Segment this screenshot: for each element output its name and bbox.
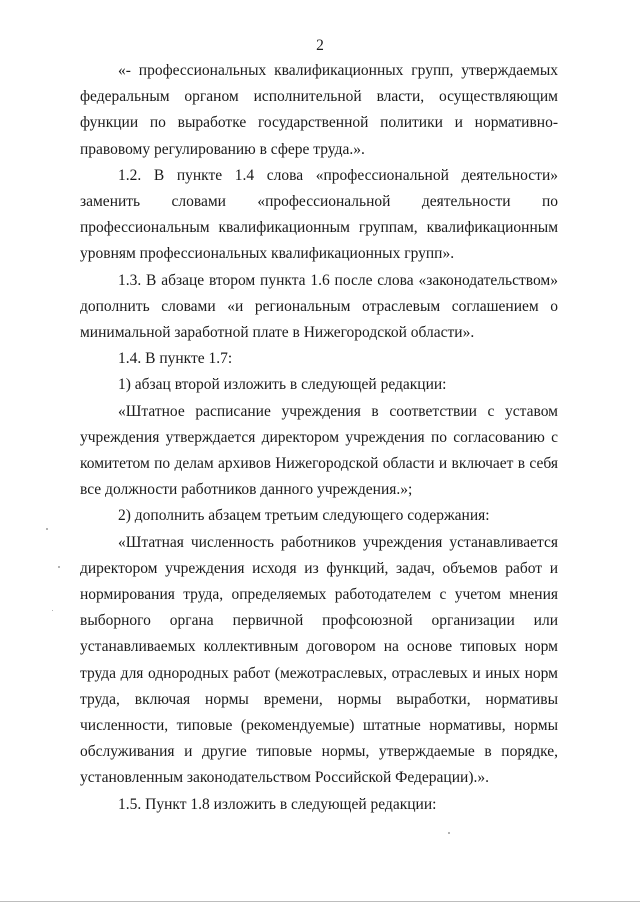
scan-speck: [52, 610, 53, 611]
paragraph-item-1: 1) абзац второй изложить в следующей редакции:: [118, 376, 447, 394]
paragraph-1-3: 1.3. В абзаце втором пункта 1.6 после слова «законодательством» дополнить словами «и региональным отраслевым соглашением о минимальной заработной плате в Нижегородской области».: [80, 271, 558, 342]
document-body: [80, 58, 558, 818]
paragraph-professional-groups: «- профессиональных квалификационных групп, утверждаемых федеральным органом исполнительной власти, осуществляющим функции по выработке государственной политики и нормативно-правовому регулированию в сфере труда.».: [80, 62, 558, 158]
paragraph-staff-headcount: «Штатная численность работников учреждения устанавливается директором учреждения исходя из функций, задач, объемов работ и нормирования труда, определяемых работодателем с учетом мнения выборного органа первичной профсоюзной организации или устанавливаемых коллективным договором на основе типовых норм труда для однородных работ (межотраслевых, отраслевых и иных норм труда, включая нормы времени, нормы выработки, нормативы численности, типовые (рекомендуемые) штатные нормативы, нормы обслуживания и другие типовые нормы, утверждаемые в порядке, установленным законодательством Российской Федерации).».: [80, 533, 558, 787]
paragraph-staff-schedule: «Штатное расписание учреждения в соответствии с уставом учреждения утверждается директором учреждения по согласованию с комитетом по делам архивов Нижегородской области и включает в себя все должности работников данного учреждения.»;: [80, 402, 558, 499]
scan-speck: [46, 528, 48, 530]
paragraph-1-2: 1.2. В пункте 1.4 слова «профессиональной деятельности» заменить словами «профессиональной деятельности по профессиональным квалификационным группам, квалификационным уровням профессиональных квалификационных групп».: [80, 166, 558, 263]
scan-speck: [448, 832, 450, 834]
scan-bottom-edge: [0, 901, 640, 902]
paragraph-item-2: 2) дополнить абзацем третьим следующего содержания:: [118, 507, 490, 525]
paragraph-1-5: 1.5. Пункт 1.8 изложить в следующей редакции:: [118, 795, 437, 813]
paragraph-1-4: 1.4. В пункте 1.7:: [118, 350, 233, 368]
page-number: 2: [316, 37, 324, 54]
scan-speck: [58, 566, 60, 568]
